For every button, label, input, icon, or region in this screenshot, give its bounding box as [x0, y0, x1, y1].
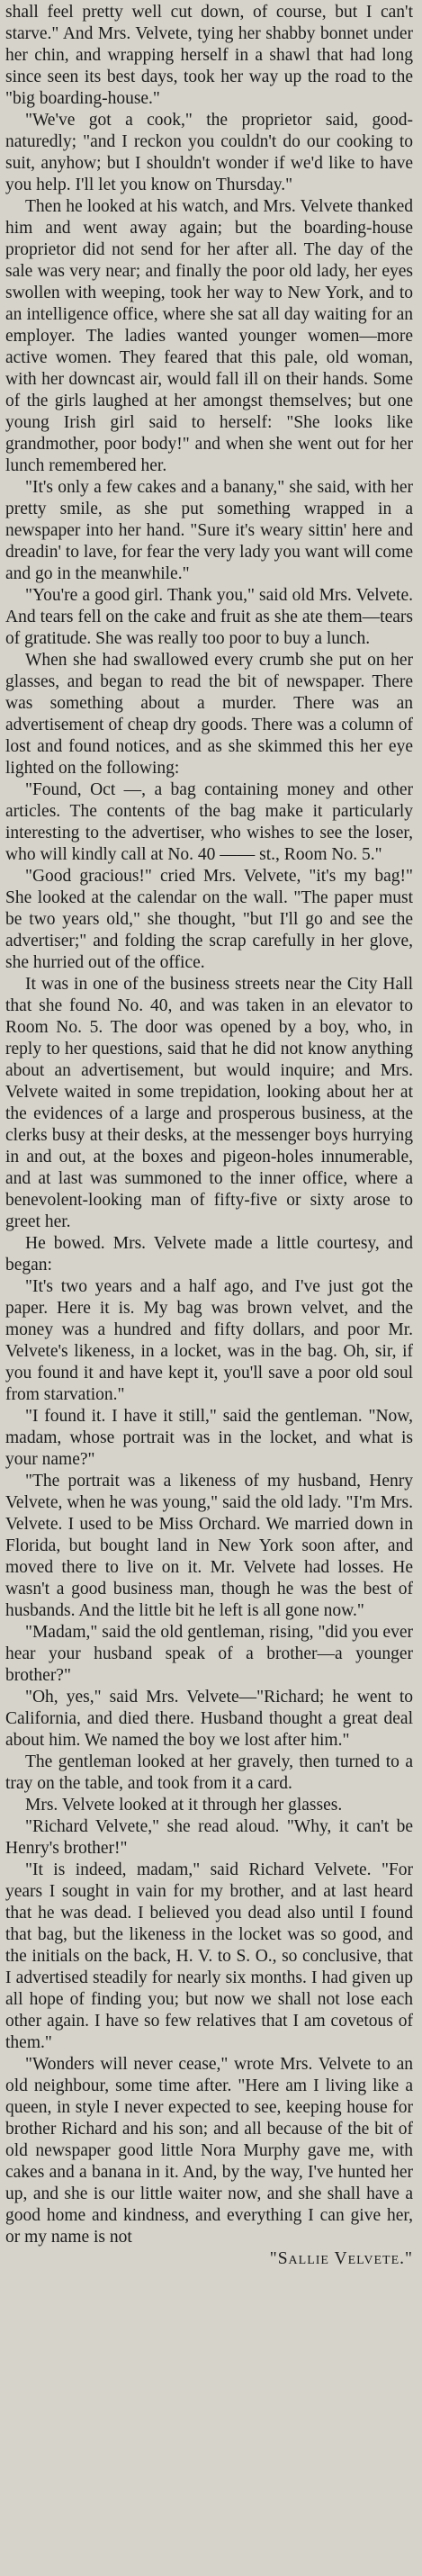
- paragraph-19: "It is indeed, madam," said Richard Velvete. "For years I sought in vain for my brother, and at last heard that he was dead. I believed you dead also until I found that bag, but the likeness in the locket was so good, and the initials on the back, H. V. to S. O., so conclusive, that I advertised steadily for nearly six months. I had given up all hope of finding you; but now we shall not lose each other again. I have so few relatives that I am covetous of them.": [5, 1860, 413, 2052]
- paragraph-18: "Richard Velvete," she read aloud. "Why, it can't be Henry's brother!": [5, 1817, 413, 1858]
- paragraph-13: "The portrait was a likeness of my husband, Henry Velvete, when he was young," said the old lady. "I'm Mrs. Velvete. I used to be Miss Orchard. We married down in Florida, but bought land in New York soon after, and moved there to live on it. Mr. Velvete had losses. He wasn't a good business man, though he was the best of husbands. And the little bit he left is all gone now.": [5, 1472, 413, 1620]
- paragraph-5: "You're a good girl. Thank you," said old Mrs. Velvete. And tears fell on the cake and fruit as she ate them—tears of gratitude. She was really too poor to buy a lunch.: [5, 586, 413, 648]
- paragraph-16: The gentleman looked at her gravely, then turned to a tray on the table, and took from it a card.: [5, 1752, 413, 1793]
- paragraph-4: "It's only a few cakes and a banany," she said, with her pretty smile, as she put something wrapped in a newspaper into her hand. "Sure it's weary sittin' here and dreadin' to lave, for fear the very lady you want will come and go in the meanwhile.": [5, 478, 413, 583]
- paragraph-12: "I found it. I have it still," said the gentleman. "Now, madam, whose portrait was in the locket, and what is your name?": [5, 1407, 413, 1469]
- paragraph-11: "It's two years and a half ago, and I've just got the paper. Here it is. My bag was brown velvet, and the money was a hundred and fifty dollars, and poor Mr. Velvete's likeness, in a locket, was in the bag. Oh, sir, if you found it and have kept it, you'll save a poor old soul from starvation.": [5, 1277, 413, 1404]
- paragraph-20: "Wonders will never cease," wrote Mrs. Velvete to an old neighbour, some time after. "Here am I living like a queen, in style I never expected to see, keeping house for brother Richard and his son; and all because of the bit of old newspaper good little Nora Murphy gave me, with cakes and a banana in it. And, by the way, I've hunted her up, and she is our little waiter now, and she shall have a good home and kindness, and everything I can give her, or my name is not: [5, 2055, 413, 2247]
- paragraph-1: shall feel pretty well cut down, of course, but I can't starve." And Mrs. Velvete, tying her shabby bonnet under her chin, and wrapping herself in a shawl that had long since seen its best days, took her way up the road to the "big boarding-house.": [5, 3, 413, 108]
- signature: "Sallie Velvete.": [269, 2249, 413, 2268]
- paragraph-8: "Good gracious!" cried Mrs. Velvete, "it's my bag!" She looked at the calendar on the wall. "The paper must be two years old," she thought, "but I'll go and see the advertiser;" and folding the scrap carefully in her glove, she hurried out of the office.: [5, 867, 413, 972]
- paragraph-3: Then he looked at his watch, and Mrs. Velvete thanked him and went away again; but the boarding-house proprietor did not send for her after all. The day of the sale was very near; and finally the poor old lady, her eyes swollen with weeping, took her way to New York, and to an intelligence office, where she sat all day waiting for an employer. The ladies wanted younger women—more active women. They feared that this pale, old woman, with her downcast air, would fall ill on their hands. Some of the girls laughed at her amongst themselves; but one young Irish girl said to herself: "She looks like grandmother, poor body!" and when she went out for her lunch remembered her.: [5, 197, 413, 475]
- paragraph-10: He bowed. Mrs. Velvete made a little courtesy, and began:: [5, 1234, 413, 1274]
- paragraph-14: "Madam," said the old gentleman, rising, "did you ever hear your husband speak of a brother—a younger brother?": [5, 1623, 413, 1685]
- paragraph-15: "Oh, yes," said Mrs. Velvete—"Richard; he went to California, and died there. Husband thought a great deal about him. We named the boy we lost after him.": [5, 1688, 413, 1750]
- paragraph-17: Mrs. Velvete looked at it through her glasses.: [25, 1796, 343, 1815]
- paragraph-9: It was in one of the business streets near the City Hall that she found No. 40, and was taken in an elevator to Room No. 5. The door was opened by a boy, who, in reply to her questions, said that he did not know anything about an advertisement, but would inquire; and Mrs. Velvete waited in some trepidation, looking about her at the evidences of a large and prosperous business, at the clerks busy at their desks, at the messenger boys hurrying in and out, at the boxes and pigeon-holes innumerable, and at last was summoned to the inner office, where a benevolent-looking man of fifty-five or sixty arose to greet her.: [5, 975, 413, 1231]
- found-notice: "Found, Oct —, a bag containing money and other articles. The contents of the bag make it particularly interesting to the advertiser, who wishes to see the loser, who will kindly call at No. 40 —— st., Room No. 5.": [5, 780, 413, 864]
- paragraph-2: "We've got a cook," the proprietor said, good-naturedly; "and I reckon you couldn't do our cooking to suit, anyhow; but I shouldn't wonder if we'd like to have you help. I'll let you know on Thursday.": [5, 111, 413, 194]
- paragraph-6: When she had swallowed every crumb she put on her glasses, and began to read the bit of newspaper. There was something about a murder. There was an advertisement of cheap dry goods. There was a column of lost and found notices, and as she skimmed this her eye lighted on the following:: [5, 651, 413, 778]
